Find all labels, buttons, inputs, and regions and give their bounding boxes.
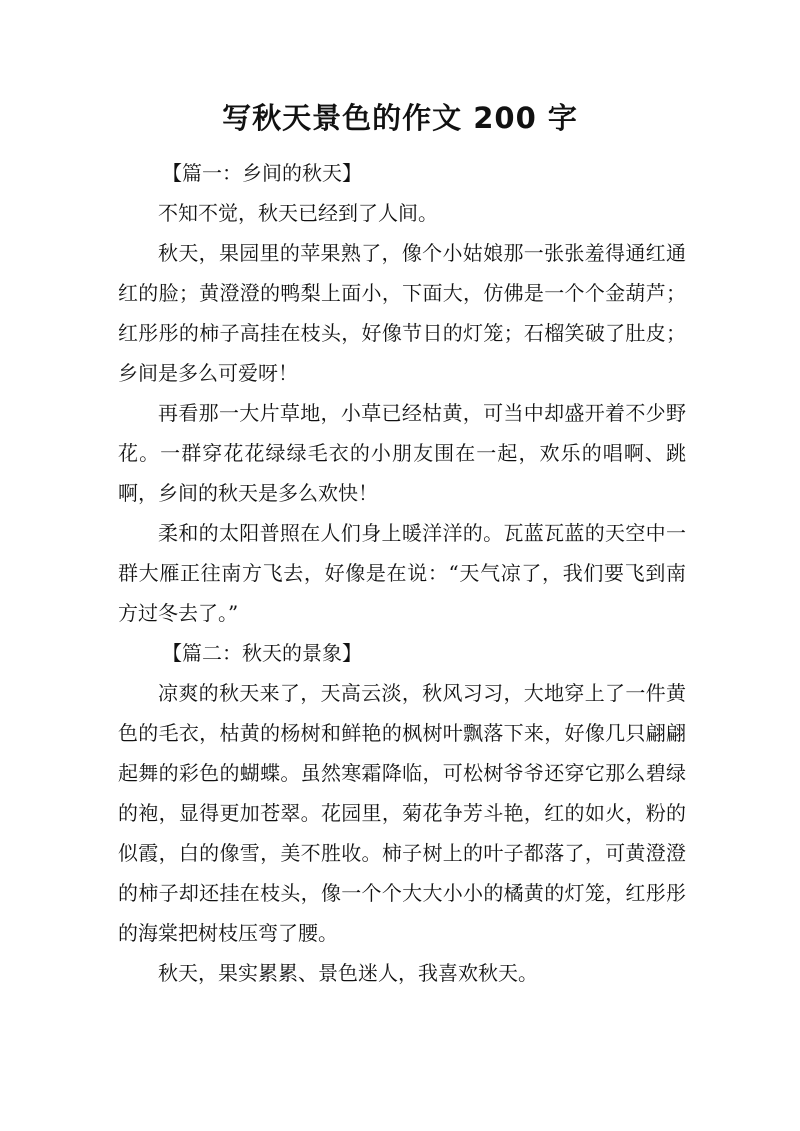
section-1-paragraph-2: 秋天，果园里的苹果熟了，像个小姑娘那一张张羞得通红通红的脸；黄澄澄的鸭梨上面小，下面大，仿佛是一个个金葫芦；红彤彤的柿子高挂在枝头，好像节日的灯笼；石榴笑破了肚皮；乡间是多么可爱呀！ bbox=[118, 241, 686, 385]
section-1-heading: 【篇一：乡间的秋天】 bbox=[162, 161, 362, 185]
document-title: 写秋天景色的作文 200 字 bbox=[222, 101, 578, 135]
section-2-paragraph-1: 凉爽的秋天来了，天高云淡，秋风习习，大地穿上了一件黄色的毛衣，枯黄的杨树和鲜艳的枫树叶飘落下来，好像几只翩翩起舞的彩色的蝴蝶。虽然寒霜降临，可松树爷爷还穿它那么碧绿的袍，显得更加苍翠。花园里，菊花争芳斗艳，红的如火，粉的似霞，白的像雪，美不胜收。柿子树上的叶子都落了，可黄澄澄的柿子却还挂在枝头，像一个个大大小小的橘黄的灯笼，红彤彤的海棠把树枝压弯了腰。 bbox=[118, 681, 686, 945]
section-2-heading: 【篇二：秋天的景象】 bbox=[162, 641, 362, 665]
section-2-paragraph-2: 秋天，果实累累、景色迷人，我喜欢秋天。 bbox=[158, 961, 538, 985]
section-1-paragraph-3: 再看那一大片草地，小草已经枯黄，可当中却盛开着不少野花。一群穿花花绿绿毛衣的小朋友围在一起，欢乐的唱啊、跳啊，乡间的秋天是多么欢快！ bbox=[118, 401, 686, 505]
section-1-paragraph-1: 不知不觉，秋天已经到了人间。 bbox=[158, 201, 438, 225]
section-1-paragraph-4: 柔和的太阳普照在人们身上暖洋洋的。瓦蓝瓦蓝的天空中一群大雁正往南方飞去，好像是在说：“天气凉了，我们要飞到南方过冬去了。” bbox=[118, 521, 686, 625]
document-body bbox=[118, 153, 686, 993]
